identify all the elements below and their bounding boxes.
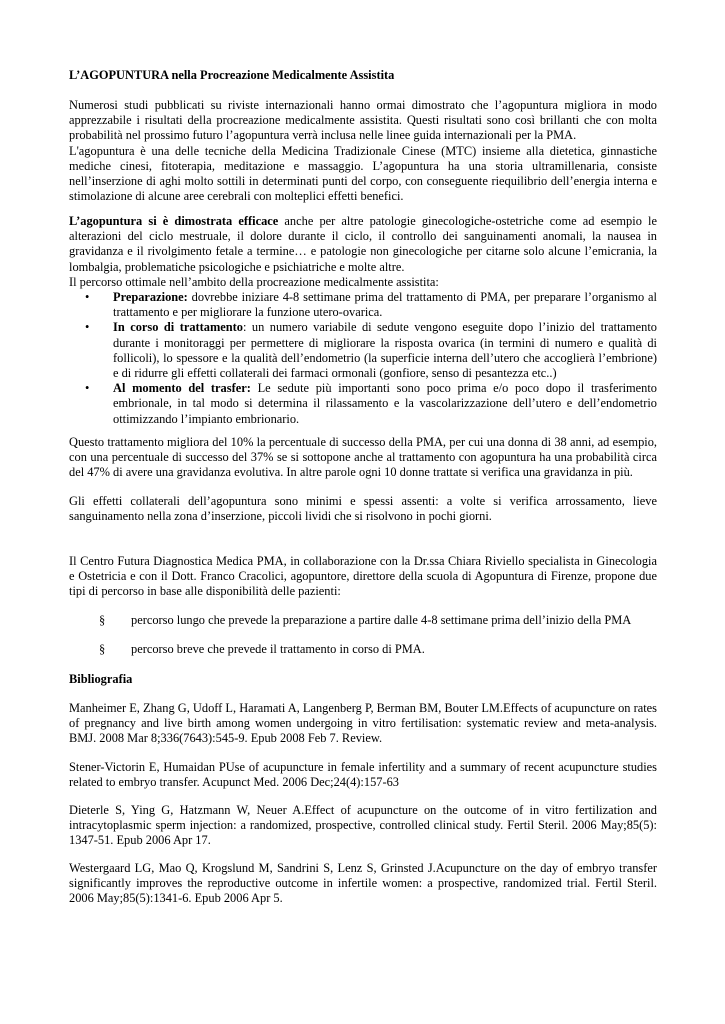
intro-section <box>69 98 657 204</box>
list-item <box>69 381 657 427</box>
side-effects-paragraph: Gli effetti collaterali dell’agopuntura sono minimi e spessi assenti: a volte si verifica arrossamento, lieve sanguinamento nella zona d’inserzione, piccoli lividi che si risolvono in pochi giorni. <box>69 494 657 524</box>
intro-paragraph-1: Numerosi studi pubblicati su riviste internazionali hanno ormai dimostrato che l’agopuntura migliora in modo apprezzabile i risultati della procreazione medicalmente assistita. Questi risultati sono così brillanti che con molta probabilità nel prossimo futuro l’agopuntura verrà inclusa nelle linee guida internazionali per la PMA. <box>69 98 657 143</box>
bullet-marker: • <box>85 381 90 396</box>
intro-paragraph-2: L'agopuntura è una delle tecniche della Medicina Tradizionale Cinese (MTC) insieme alla dietetica, ginnastiche mediche cinesi, fitoterapia, meditazione e massaggio. L’agopuntura ha una storia ultramillenaria, consiste nell’inserzione di aghi molto sottili in determinati punti del corpo, con conseguente riequilibrio dell’energia interna e stimolazione di alcune aree cerebrali con molteplici effetti benefici. <box>69 143 657 204</box>
reference-4 <box>69 861 657 907</box>
path-text: percorso lungo che prevede la preparazione a partire dalle 4-8 settimane prima dell’inizio della PMA <box>131 613 632 627</box>
phase-label: Preparazione: <box>113 290 188 305</box>
phase-label: In corso di trattamento <box>113 320 243 335</box>
reference-2 <box>69 760 657 790</box>
section-marker: § <box>99 613 106 627</box>
reference-3 <box>69 803 657 849</box>
efficacy-bold-lead: L’agopuntura si è dimostrata efficace <box>69 214 279 228</box>
document-title: L’AGOPUNTURA nella Procreazione Medicalmente Assistita <box>69 68 395 82</box>
phase-label: Al momento del trasfer: <box>113 381 251 396</box>
bullet-marker: • <box>85 290 90 305</box>
list-item <box>69 320 657 381</box>
list-item <box>69 642 657 657</box>
section-marker: § <box>99 642 106 657</box>
success-paragraph: Questo trattamento migliora del 10% la percentuale di successo della PMA, per cui una donna di 38 anni, ad esempio, con una percentuale di successo del 37% se si sottopone anche al trattamento con agopuntura ha una probabilità circa del 47% di avere una gravidanza evolutiva. In altre parole ogni 10 donne trattate si verifica una gravidanza in più. <box>69 435 657 480</box>
phase-text: : un numero variabile di sedute vengono eseguite dopo l’inizio del trattamento durante i monitoraggi per permettere di migliorare la risposta ovarica (in termini di numero e qualità di follicoli), lo spessore e la qualità dell’endometrio (la superficie interna dell’utero che accoglierà l’embrione) e di ridurre gli effetti collaterali dei farmaci ormonali (gonfiore, senso di pesantezza etc..) <box>113 320 657 381</box>
phase-text: dovrebbe iniziare 4-8 settimane prima del trattamento di PMA, per preparare l’organismo al trattamento e per migliorare la funzione utero-ovarica. <box>113 290 657 320</box>
efficacy-section <box>69 214 657 427</box>
center-paragraph: Il Centro Futura Diagnostica Medica PMA, in collaborazione con la Dr.ssa Chiara Riviello specialista in Ginecologia e Ostetricia e con il Dott. Franco Cracolici, agopuntore, direttore della scuola di Agopuntura di Firenze, propone due tipi di percorso in base alle disponibilità delle pazienti: <box>69 554 657 599</box>
reference-1 <box>69 701 657 747</box>
efficacy-paragraph <box>69 214 657 275</box>
path-options <box>69 613 657 657</box>
path-list <box>69 613 657 657</box>
bibliography-heading-wrap <box>69 672 657 687</box>
reference-text: Dieterle S, Ying G, Hatzmann W, Neuer A.Effect of acupuncture on the outcome of in vitro fertilization and intracytoplasmic sperm injection: a randomized, prospective, controlled clinical study. Fertil Steril. 2006 May;85(5): 1347-51. Epub 2006 Apr 17. <box>69 803 657 848</box>
bibliography-heading: Bibliografia <box>69 672 133 686</box>
reference-text: Stener-Victorin E, Humaidan PUse of acupuncture in female infertility and a summary of recent acupuncture studies related to embryo transfer. Acupunct Med. 2006 Dec;24(4):157-63 <box>69 760 657 790</box>
optimal-path-intro: Il percorso ottimale nell’ambito della procreazione medicalmente assistita: <box>69 274 439 289</box>
phase-text: Le sedute più importanti sono poco prima e/o poco dopo il trasferimento embrionale, in tal modo si determina il rilassamento e la vascolarizzazione dell’utero e dell’endometrio ottimizzando l’impianto embrionario. <box>113 381 658 426</box>
center-section <box>69 554 657 600</box>
reference-text: Westergaard LG, Mao Q, Krogslund M, Sandrini S, Lenz S, Grinsted J.Acupuncture on the day of embryo transfer significantly improves the reproductive outcome in infertile women: a prospective, randomized trial. Fertil Steril. 2006 May;85(5):1341-6. Epub 2006 Apr 5. <box>69 861 657 906</box>
list-item <box>69 613 657 628</box>
list-item <box>69 290 657 320</box>
treatment-phase-list <box>69 290 657 427</box>
success-section <box>69 435 657 481</box>
efficacy-text: anche per altre patologie ginecologiche-ostetriche come ad esempio le alterazioni del ciclo mestruale, il dolore durante il ciclo, il controllo dei sanguinamenti anomali, la nausea in gravidanza e il rivolgimento fetale a termine… e patologie non ginecologiche per citarne solo alcune l’emicrania, la lombalgia, problematiche psicologiche e psichiatriche e molte altre. <box>69 214 657 274</box>
reference-text: Manheimer E, Zhang G, Udoff L, Haramati A, Langenberg P, Berman BM, Bouter LM.Effects of acupuncture on rates of pregnancy and live birth among women undergoing in vitro fertilisation: systematic review and meta-analysis. BMJ. 2008 Mar 8;336(7643):545-9. Epub 2008 Feb 7. Review. <box>69 701 657 746</box>
side-effects-section <box>69 494 657 524</box>
path-text: percorso breve che prevede il trattamento in corso di PMA. <box>131 642 425 657</box>
bullet-marker: • <box>85 320 90 335</box>
